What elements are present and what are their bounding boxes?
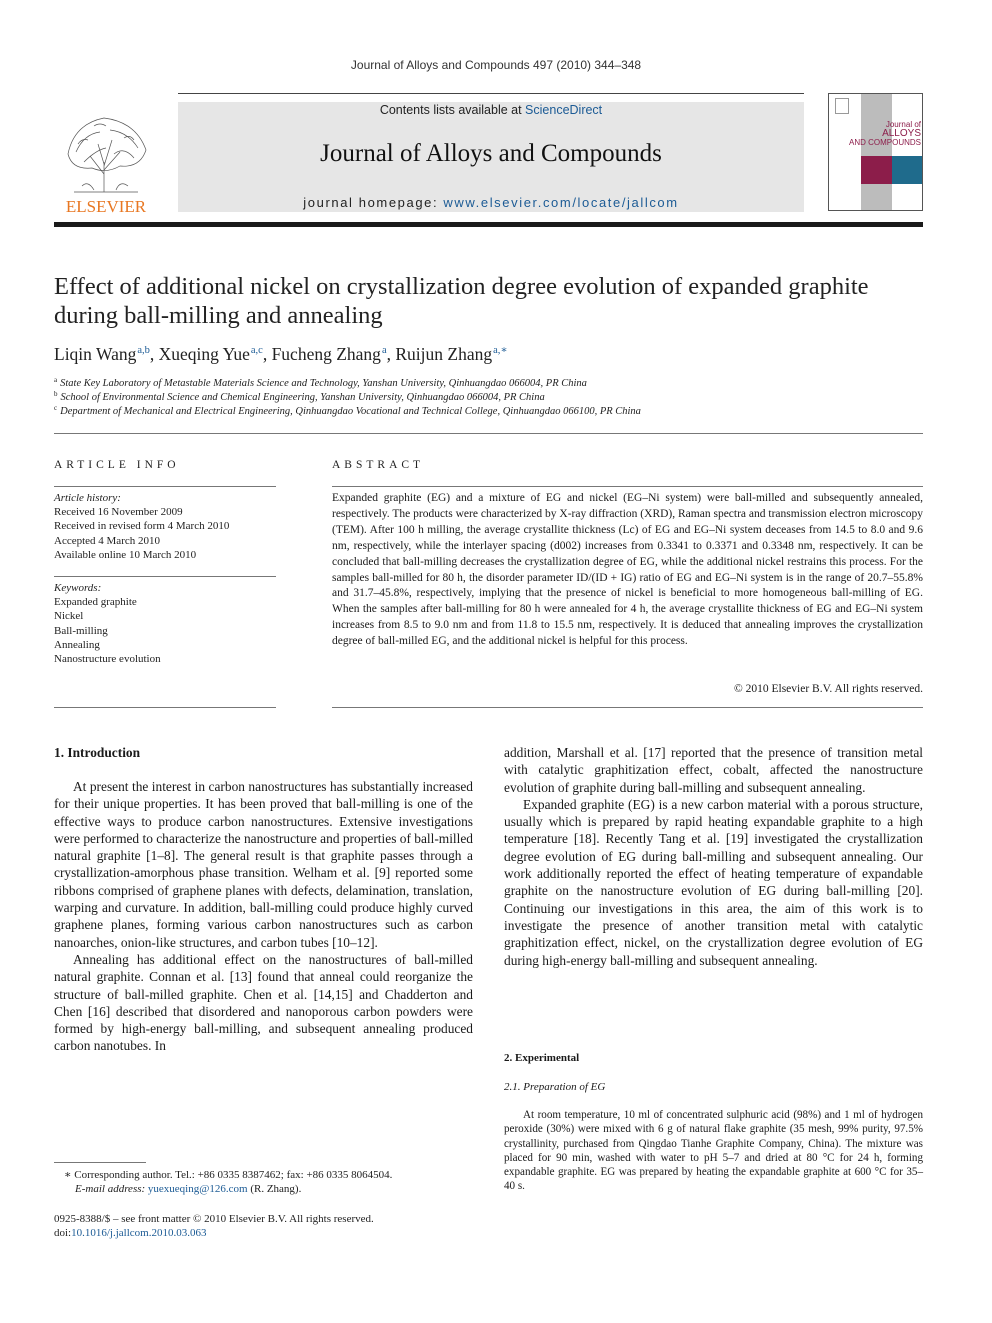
elsevier-wordmark: ELSEVIER [65,197,147,216]
body-paragraph: At present the interest in carbon nanostructures has substantially increased for their unique properties. It has been proved that ball-milling is one of the effective ways to produce carbon nanostructures. Extensive investigations were performed to characterize the nanostructure and properties of ball-milled natural graphite [1–8]. The general result is that graphite passes through a crystallization-amorphous phase transition. Welham et al. [9] reported some ribbons comprised of graphene planes with defects, delamination, translation, warping and curvature. In addition, ball-milling could produce highly curved graphene planes, forming various carbon nanostructures such as carbon nanoarches, onion-like structures, and carbon tubes [10–12]. [54,779,474,950]
email-suffix: (R. Zhang). [247,1183,302,1195]
journal-citation: Journal of Alloys and Compounds 497 (2010) 344–348 [350,58,642,72]
subsection-heading-preparation: 2.1. Preparation of EG [504,1081,606,1093]
header-thick-rule [54,222,923,227]
history-item: Available online 10 March 2010 [54,548,197,561]
body-paragraph: addition, Marshall et al. [17] reported that the presence of transition metal with catalytic graphitization effect, cobalt, affected the nanostructure evolution of graphite during ball-milling and subsequent annealing. [504,745,923,795]
cover-title-line3: AND COMPOUNDS [848,138,921,147]
contents-line [178,103,804,117]
body-paragraph: At room temperature, 10 ml of concentrated sulphuric acid (98%) and 1 ml of hydrogen peroxide (30%) were mixed with 6 g of natural flake graphite (35 mesh, 99% purity, 97.5% crystallinity, purchased from Qingdao Tianhe Graphite Company, China). The mixture was placed for 90 min, washed with water to pH 5–7 and dried at 80 °C for 24 h, forming expandable graphite. EG was prepared by heating the expandable graphite at 600 °C for 35–40 s. [504,1109,923,1193]
abstract-rule [332,486,923,487]
author-affiliation-marker[interactable]: a,b [137,345,150,356]
keyword-item: Ball-milling [54,624,108,637]
abstract-rule [332,707,923,708]
email-note [54,1182,473,1196]
elsevier-tree-icon [54,104,158,216]
article-info-rule [54,576,276,577]
keyword-item: Nanostructure evolution [54,653,161,666]
body-column-right [504,744,923,969]
author-name: Liqin Wang [54,344,137,364]
section-heading-experimental: 2. Experimental [504,1052,580,1064]
history-item: Received in revised form 4 March 2010 [54,520,230,533]
cover-publisher-icon [835,98,849,114]
body-paragraph: Annealing has additional effect on the nanostructures of ball-milled natural graphite. Connan et al. [13] found that anneal could reorganize the structure of ball-milled graphite. Chen et al. [14,15] and Chadderton and Chen [16] described that disordered and nanoporous carbon powders were formed by high-energy ball-milling, and subsequent annealing produced carbon nanotubes. In [54,951,473,1054]
homepage-prefix: journal homepage: [303,195,444,210]
doi-line [54,1226,473,1240]
affiliation-b: $^b$ School of Environmental Science and Chemical Engineering, Yanshan University, Qinhuangdao 066004, PR China [54,390,545,403]
journal-title: Journal of Alloys and Compounds [320,140,662,167]
author-list [54,344,914,365]
abstract-heading: ABSTRACT [332,459,425,471]
section-heading-introduction: 1. Introduction [54,745,141,760]
cover-gray-block-lower [861,184,892,211]
email-link[interactable]: yuexueqing@126.com [147,1183,248,1195]
homepage-link[interactable]: www.elsevier.com/locate/jallcom [443,195,679,210]
author-separator: , [262,344,272,364]
sciencedirect-link[interactable]: ScienceDirect [525,103,603,117]
history-item: Accepted 4 March 2010 [54,534,160,547]
journal-cover-thumbnail [828,93,923,211]
body-column-left [54,778,473,1055]
history-item: Received 16 November 2009 [54,506,183,519]
keywords [54,581,276,666]
abstract-text: Expanded graphite (EG) and a mixture of EG and nickel (EG–Ni system) were ball-milled and subsequently annealed, respectively. The products were characterized by X-ray diffraction (XRD), Raman spectra and transmission electron microscopy (TEM). After 100 h milling, the average crystallite thickness (Lc) of EG and EG–Ni system deceases from 14.5 to 8.0 and 9.6 nm, respectively, while the interlayer spacing (d002) increases from 0.3341 to 0.3371 and 0.3348 nm, respectively. It can be concluded that ball-milling decreases the crystallization degree of EG, while the additional nickel restrains this process. For the samples ball-milled for 80 h, the disorder parameter ID/(ID + IG) ratio of EG and EG–Ni system is in the range of 20.7–55.8% and 31.7–45.8%, respectively, implying that the presence of nickel is beneficial to more homogeneous ball-milling of EG. When the samples after ball-milling for 80 h were annealed for 4 h, the average crystallite thickness of EG and EG–Ni system increases from 8.5 to 9.0 nm and from 11.8 to 15.5 nm, respectively. It is deduced that annealing improves the crystallization degree of ball-milled EG, and the additional nickel is helpful for this process. [332,492,923,648]
author-affiliation-marker[interactable]: a,c [250,345,263,356]
corresponding-author-note: ∗ Corresponding author. Tel.: +86 0335 8387462; fax: +86 0335 8064504. [64,1169,393,1181]
cover-magenta-block [861,156,892,184]
affiliation-a: $^a$ State Key Laboratory of Metastable Materials Science and Technology, Yanshan University, Qinhuangdao 066004, PR China [54,376,587,389]
cover-title-line2: ALLOYS [882,128,921,139]
body-paragraph: Expanded graphite (EG) is a new carbon material with a porous structure, usually which is prepared by rapid heating expandable graphite to a high temperature [18]. Recently Tang et al. [19] investigated the crystallization degree evolution of EG during ball-milling and subsequent annealing. Our work additionally reported the effect of heating temperature of expandable graphite on the nanostructure evolution of EG during ball-milling [20]. Continuing our investigations in this area, the aim of this work is to investigate the presence of another transition metal with catalytic graphitization effect, nickel, on the crystallization degree evolution of EG during high-energy ball-milling and subsequent annealing. [504,796,923,968]
journal-header-box [178,102,804,212]
abstract-copyright: © 2010 Elsevier B.V. All rights reserved. [734,683,923,695]
footnote-rule [54,1162,146,1163]
affiliation-c: $^c$ Department of Mechanical and Electrical Engineering, Qinhuangdao Vocational and Technical College, Qinhuangdao 066100, PR China [54,404,641,417]
affiliation-rule [54,433,923,434]
keyword-item: Nickel [54,610,84,623]
contents-prefix: Contents lists available at [379,103,526,117]
email-label: E-mail address: [75,1183,148,1195]
article-info-heading: ARTICLE INFO [54,459,180,471]
doi-link[interactable]: 10.1016/j.jallcom.2010.03.063 [71,1227,207,1239]
author-affiliation-marker[interactable]: a [381,345,387,356]
keyword-item: Annealing [54,638,100,651]
article-info-rule [54,707,276,708]
header-rule [178,93,804,94]
elsevier-logo [54,104,158,216]
issn-line: 0925-8388/$ – see front matter © 2010 Elsevier B.V. All rights reserved. [54,1213,374,1225]
cover-title [833,120,921,147]
keywords-label: Keywords: [54,582,102,594]
author-separator: , [386,344,396,364]
article-info-rule [54,486,276,487]
article-history [54,491,276,562]
author-name: Xueqing Yue [158,344,250,364]
homepage-line [178,195,804,210]
author-affiliation-marker[interactable]: a,∗ [493,345,508,356]
author-name: Ruijun Zhang [395,344,493,364]
history-label: Article history: [54,492,121,504]
experimental-text [504,1108,923,1194]
keyword-item: Expanded graphite [54,596,137,609]
doi-prefix: doi: [54,1227,72,1239]
article-title: Effect of additional nickel on crystallization degree evolution of expanded graphite during ball-milling and annealing [54,273,869,329]
cover-title-line1: Journal of [885,120,921,129]
author-separator: , [149,344,159,364]
author-name: Fucheng Zhang [271,344,381,364]
cover-blue-block [892,156,923,184]
